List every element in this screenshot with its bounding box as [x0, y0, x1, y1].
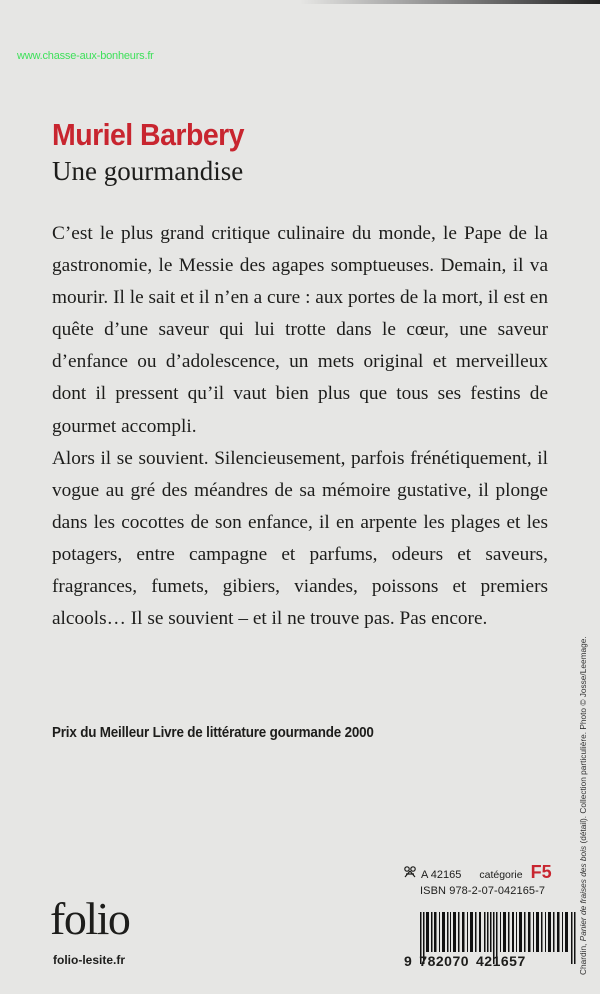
book-title: Une gourmandise [52, 156, 244, 186]
image-credit [578, 636, 588, 975]
watermark-url: www.chasse-aux-bonheurs.fr [17, 50, 154, 62]
folio-logo-icon [403, 866, 417, 878]
publisher-website: folio-lesite.fr [53, 953, 126, 967]
blurb-paragraph: Alors il se souvient. Silencieusement, parfois frénétiquement, il vogue au gré des méandres de sa mémoire gustative, il plonge dans les cocottes de son enfance, il en arpente les plages et les potagers, entre campagne et parfums, odeurs et saveurs, fragrances, fumets, gibiers, viandes, poissons et premiers alcools… Il se souvient – et il ne trouve pas. Pas encore. [52, 447, 548, 630]
top-edge-shadow [0, 0, 600, 4]
barcode-digit-lead: 9 [404, 953, 413, 969]
category-label: catégorie [479, 869, 523, 881]
catalog-line [403, 862, 552, 883]
back-cover-blurb [52, 218, 548, 635]
catalog-code: A 42165 [421, 869, 462, 881]
credit-artwork: Panier de fraises des bois [578, 845, 588, 942]
blurb-paragraph: C’est le plus grand critique culinaire du monde, le Pape de la gastronomie, le Messie des agapes somptueuses. Demain, il va mourir. Il le sait et il n’en a cure : aux portes de la mort, il est en quête d’une saveur qui lui trotte dans le cœur, une saveur d’enfance ou d’adolescence, un mets original et merveilleux dont il pressent qu’il vaut bien plus que tous ses festins de gourmet accompli. [52, 223, 548, 437]
author-name: Muriel Barbery [52, 117, 244, 152]
credit-suffix: (détail). Collection particulière. Photo © Josse/Leemage. [578, 636, 588, 846]
category-code: F5 [530, 862, 552, 882]
prize-line: Prix du Meilleur Livre de littérature gourmande 2000 [52, 725, 374, 741]
isbn: ISBN 978-2-07-042165-7 [420, 885, 546, 897]
barcode-digits-left: 782070 [419, 953, 470, 969]
credit-prefix: Chardin, [578, 941, 588, 975]
publisher-logo: folio [50, 893, 130, 944]
barcode-digits-right: 421657 [476, 953, 526, 969]
barcode-number [404, 953, 526, 969]
